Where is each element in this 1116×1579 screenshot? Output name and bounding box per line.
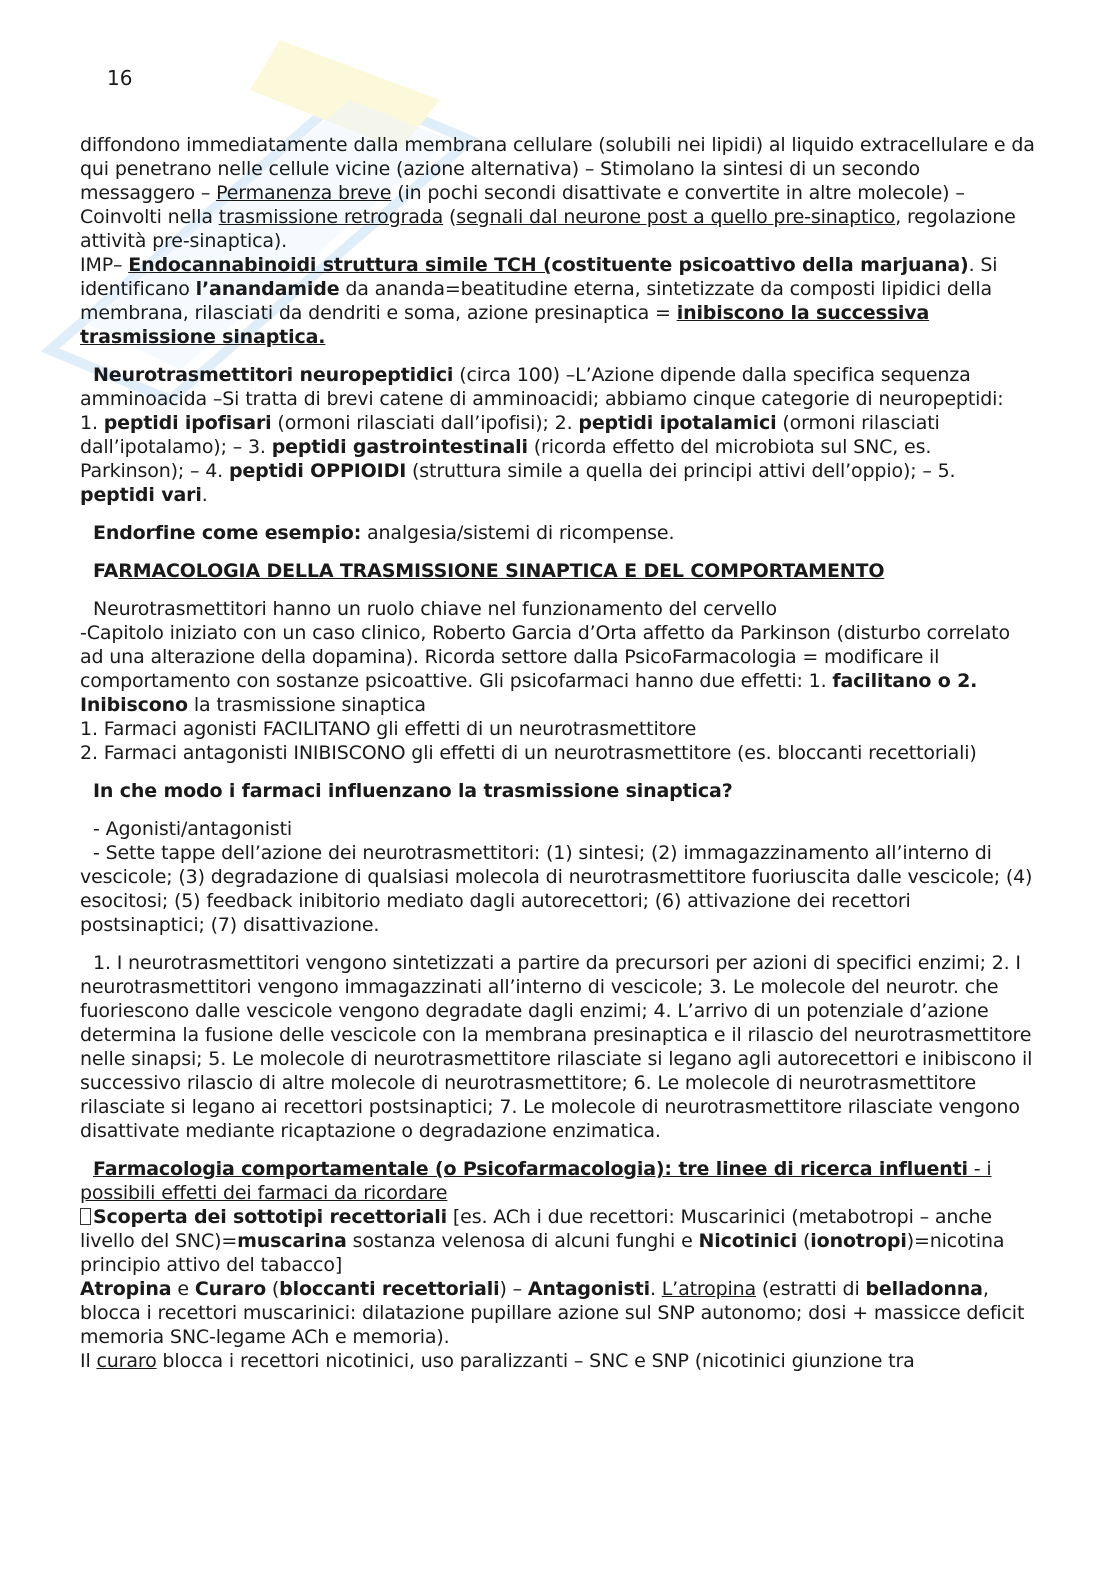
paragraph: Neurotrasmettitori neuropeptidici (circa 100) –L’Azione dipende dalla specifica sequenza amminoacida –Si tratta di brevi catene di amminoacidi; abbiamo cinque categorie di neuropeptidi: (80, 364, 1004, 410)
page-number: 16 (107, 66, 133, 90)
checkbox-bullet-icon (80, 1208, 91, 1225)
paragraph: 2. Farmaci antagonisti INIBISCONO gli effetti di un neurotrasmettitore (es. bloccanti recettoriali) (80, 742, 977, 764)
section-heading: FARMACOLOGIA DELLA TRASMISSIONE SINAPTICA E DEL COMPORTAMENTO (93, 560, 885, 582)
paragraph: Atropina e Curaro (bloccanti recettoriali) – Antagonisti. L’atropina (estratti di belladonna, blocca i recettori muscarinici: dilatazione pupillare azione sul SNP autonomo; dosi + massicce deficit memoria SNC-legame ACh e memoria). (80, 1278, 1025, 1348)
section-heading: Farmacologia comportamentale (o Psicofarmacologia): tre linee di ricerca influenti - i possibili effetti dei farmaci da ricordare (80, 1158, 992, 1204)
paragraph: 1. peptidi ipofisari (ormoni rilasciati dall’ipofisi); 2. peptidi ipotalamici (ormoni rilasciati dall’ipotalamo); – 3. peptidi gastrointestinali (ricorda effetto del microbiota sul SNC, es. Parkinson); – 4. peptidi OPPIOIDI (struttura simile a quella dei principi attivi dell’oppio); – 5. peptidi vari. (80, 412, 956, 506)
paragraph: Endorfine come esempio: analgesia/sistemi di ricompense. (93, 522, 675, 544)
document-body (80, 133, 1035, 1373)
paragraph: 1. Farmaci agonisti FACILITANO gli effetti di un neurotrasmettitore (80, 718, 697, 740)
paragraph: IMP– Endocannabinoidi struttura simile TCH (costituente psicoattivo della marjuana). Si identificano l’anandamide da ananda=beatitudine eterna, sintetizzate da composti lipidici della membrana, rilasciati da dendriti e soma, azione presinaptica = inibiscono la successiva trasmissione sinaptica. (80, 254, 998, 348)
paragraph: - Sette tappe dell’azione dei neurotrasmettitori: (1) sintesi; (2) immagazzinamento all’interno di vescicole; (3) degradazione di qualsiasi molecola di neurotrasmettitore fuoriuscita dalle vescicole; (4) esocitosi; (5) feedback inibitorio mediato dagli autorecettori; (6) attivazione dei recettori postsinaptici; (7) disattivazione. (80, 842, 1033, 936)
section-heading: In che modo i farmaci influenzano la trasmissione sinaptica? (93, 780, 733, 802)
paragraph: Scoperta dei sottotipi recettoriali [es. ACh i due recettori: Muscarinici (metabotropi – anche livello del SNC)=muscarina sostanza velenosa di alcuni funghi e Nicotinici (ionotropi)=nicotina principio attivo del tabacco] (80, 1206, 1005, 1276)
paragraph: -Capitolo iniziato con un caso clinico, Roberto Garcia d’Orta affetto da Parkinson (disturbo correlato ad una alterazione della dopamina). Ricorda settore dalla PsicoFarmacologia = modificare il comportamento con sostanze psicoattive. Gli psicofarmaci hanno due effetti: 1. facilitano o 2. Inibiscono la trasmissione sinaptica (80, 622, 1010, 716)
paragraph: diffondono immediatamente dalla membrana cellulare (solubili nei lipidi) al liquido extracellulare e da qui penetrano nelle cellule vicine (azione alternativa) – Stimolano la sintesi di un secondo messaggero – Permanenza breve (in pochi secondi disattivate e convertite in altre molecole) – Coinvolti nella trasmissione retrograda (segnali dal neurone post a quello pre-sinaptico, regolazione attività pre-sinaptica). (80, 134, 1035, 252)
list-item: - Agonisti/antagonisti (93, 818, 293, 840)
paragraph: 1. I neurotrasmettitori vengono sintetizzati a partire da precursori per azioni di specifici enzimi; 2. I neurotrasmettitori vengono immagazzinati all’interno di vescicole; 3. Le molecole del neurotr. che fuoriescono dalle vescicole vengono degradate dagli enzimi; 4. L’arrivo di un potenziale d’azione determina la fusione delle vescicole con la membrana presinaptica e il rilascio del neurotrasmettitore nelle sinapsi; 5. Le molecole di neurotrasmettitore rilasciate si legano agli autorecettori e inibiscono il successivo rilascio di altre molecole di neurotrasmettitore; 6. Le molecole di neurotrasmettitore rilasciate si legano ai recettori postsinaptici; 7. Le molecole di neurotrasmettitore rilasciate vengono disattivate mediante ricaptazione o degradazione enzimatica. (80, 952, 1033, 1142)
paragraph: Neurotrasmettitori hanno un ruolo chiave nel funzionamento del cervello (93, 598, 777, 620)
paragraph: Il curaro blocca i recettori nicotinici, uso paralizzanti – SNC e SNP (nicotinici giunzione tra (80, 1350, 915, 1372)
